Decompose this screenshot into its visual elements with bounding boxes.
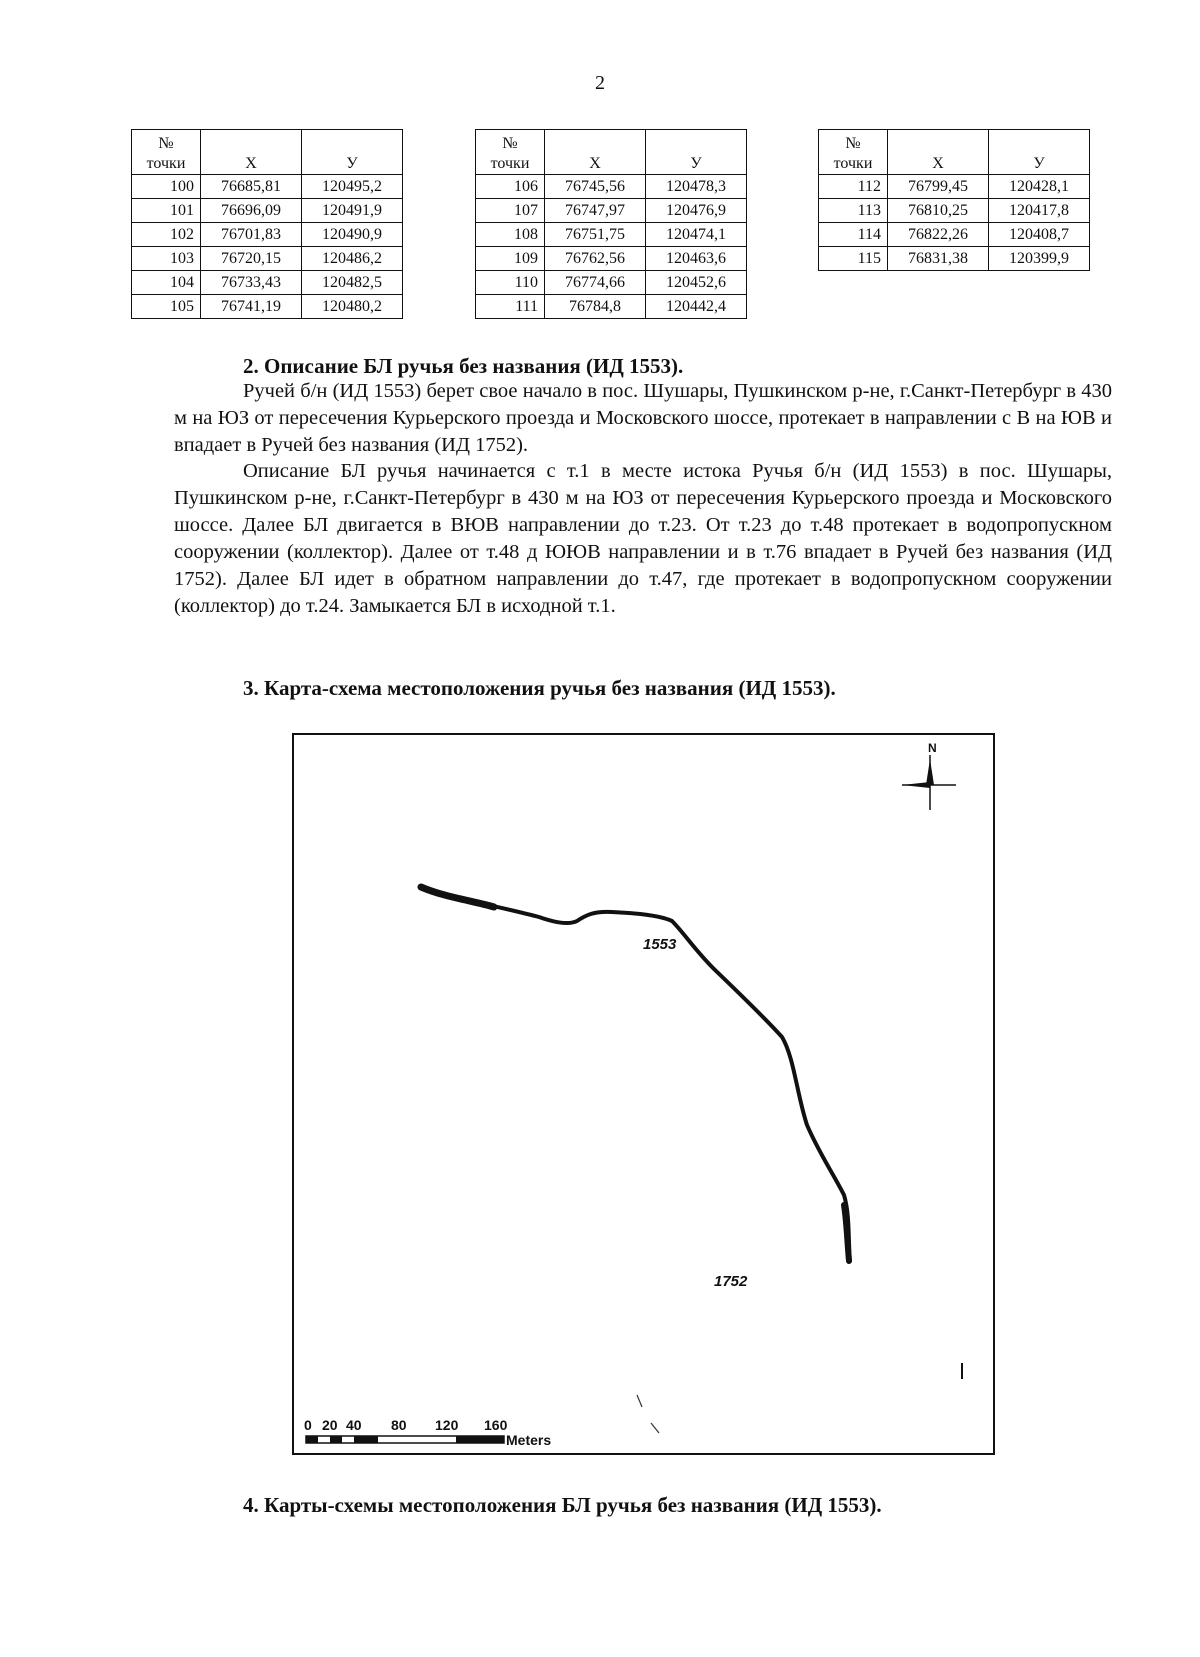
y-coordinate-cell: 120476,9: [646, 199, 747, 223]
x-coordinate-cell: 76831,38: [888, 247, 989, 271]
point-number-cell: 106: [476, 175, 545, 199]
stream-location-map: [292, 733, 995, 1455]
table-row: [476, 295, 747, 319]
table-row: [132, 223, 403, 247]
y-coordinate-cell: 120452,6: [646, 271, 747, 295]
table-row: [476, 223, 747, 247]
table-row: [132, 271, 403, 295]
table-row: [476, 175, 747, 199]
point-number-cell: 103: [132, 247, 201, 271]
y-coordinate-cell: 120442,4: [646, 295, 747, 319]
scale-tick: 40: [346, 1417, 362, 1433]
x-coordinate-cell: 76751,75: [545, 223, 646, 247]
section-3-heading: 3. Карта-схема местоположения ручья без названия (ИД 1553).: [243, 676, 836, 700]
header-y: У: [646, 130, 747, 175]
point-number-cell: 108: [476, 223, 545, 247]
y-coordinate-cell: 120490,9: [302, 223, 403, 247]
x-coordinate-cell: 76747,97: [545, 199, 646, 223]
stream-1553-line: [421, 887, 850, 1261]
point-number-cell: 112: [819, 175, 888, 199]
table-row: [132, 247, 403, 271]
map-drawing: [294, 735, 993, 1453]
coordinates-table-1: [131, 129, 403, 319]
y-coordinate-cell: 120478,3: [646, 175, 747, 199]
header-x: X: [201, 130, 302, 175]
table-row: [819, 247, 1090, 271]
header-x: X: [888, 130, 989, 175]
point-number-cell: 111: [476, 295, 545, 319]
point-number-cell: 102: [132, 223, 201, 247]
x-coordinate-cell: 76720,15: [201, 247, 302, 271]
scale-tick: 160: [484, 1417, 508, 1433]
scale-tick: 120: [435, 1417, 459, 1433]
section-2-paragraph-1: Ручей б/н (ИД 1553) берет свое начало в пос. Шушары, Пушкинском р-не, г.Санкт-Петербург в 430 м на ЮЗ от пересечения Курьерского проезда и Московского шоссе, протекает в направлении с В на ЮВ и впадает в Ручей без названия (ИД 1752).: [174, 380, 1112, 456]
x-coordinate-cell: 76745,56: [545, 175, 646, 199]
x-coordinate-cell: 76822,26: [888, 223, 989, 247]
y-coordinate-cell: 120428,1: [989, 175, 1090, 199]
y-coordinate-cell: 120399,9: [989, 247, 1090, 271]
point-number-cell: 114: [819, 223, 888, 247]
stream-1553-label: 1553: [643, 936, 677, 953]
table-row: [819, 223, 1090, 247]
x-coordinate-cell: 76696,09: [201, 199, 302, 223]
y-coordinate-cell: 120417,8: [989, 199, 1090, 223]
x-coordinate-cell: 76762,56: [545, 247, 646, 271]
point-number-cell: 110: [476, 271, 545, 295]
table-row: [476, 247, 747, 271]
point-number-cell: 101: [132, 199, 201, 223]
scale-tick: 20: [322, 1417, 338, 1433]
point-number-cell: 100: [132, 175, 201, 199]
x-coordinate-cell: 76799,45: [888, 175, 989, 199]
x-coordinate-cell: 76741,19: [201, 295, 302, 319]
page-number: 2: [595, 72, 605, 94]
y-coordinate-cell: 120480,2: [302, 295, 403, 319]
header-x: X: [545, 130, 646, 175]
north-label: N: [928, 741, 937, 755]
x-coordinate-cell: 76701,83: [201, 223, 302, 247]
coordinates-table-3: [818, 129, 1090, 271]
table-row: [819, 175, 1090, 199]
table-row: [476, 199, 747, 223]
section-2-heading: 2. Описание БЛ ручья без названия (ИД 1553).: [243, 354, 684, 378]
y-coordinate-cell: 120474,1: [646, 223, 747, 247]
point-number-cell: 105: [132, 295, 201, 319]
point-number-cell: 104: [132, 271, 201, 295]
table-row: [132, 199, 403, 223]
header-y: У: [302, 130, 403, 175]
y-coordinate-cell: 120495,2: [302, 175, 403, 199]
header-point-number: № точки: [819, 130, 888, 175]
x-coordinate-cell: 76774,66: [545, 271, 646, 295]
x-coordinate-cell: 76784,8: [545, 295, 646, 319]
section-4-heading: 4. Карты-схемы местоположения БЛ ручья без названия (ИД 1553).: [243, 1493, 882, 1517]
scale-tick: 80: [391, 1417, 407, 1433]
coordinates-table-2: [475, 129, 747, 319]
point-number-cell: 113: [819, 199, 888, 223]
point-number-cell: 109: [476, 247, 545, 271]
header-point-number: № точки: [476, 130, 545, 175]
table-row: [819, 199, 1090, 223]
header-y: У: [989, 130, 1090, 175]
section-2-paragraph-2: Описание БЛ ручья начинается с т.1 в месте истока Ручья б/н (ИД 1553) в пос. Шушары, Пушкинском р-не, г.Санкт-Петербург в 430 м на ЮЗ от пересечения Курьерского проезда и Московского шоссе. Далее БЛ двигается в ВЮВ направлении до т.23. От т.23 до т.48 протекает в водопропускном сооружении (коллектор). Далее от т.48 д ЮЮВ направлении и в т.76 впадает в Ручей без названия (ИД 1752). Далее БЛ идет в обратном направлении до т.47, где протекает в водопропускном сооружении (коллектор) до т.24. Замыкается БЛ в исходной т.1.: [174, 460, 1112, 617]
y-coordinate-cell: 120482,5: [302, 271, 403, 295]
y-coordinate-cell: 120486,2: [302, 247, 403, 271]
x-coordinate-cell: 76685,81: [201, 175, 302, 199]
point-number-cell: 107: [476, 199, 545, 223]
north-arrow-icon: [902, 755, 956, 810]
scale-bar: [306, 1436, 504, 1443]
scale-tick: 0: [304, 1417, 312, 1433]
x-coordinate-cell: 76810,25: [888, 199, 989, 223]
stream-1553-source-thickening: [421, 887, 494, 907]
table-row: [132, 295, 403, 319]
scale-unit-label: Meters: [506, 1432, 552, 1448]
x-coordinate-cell: 76733,43: [201, 271, 302, 295]
table-row: [132, 175, 403, 199]
stream-1752-label: 1752: [714, 1273, 748, 1290]
y-coordinate-cell: 120408,7: [989, 223, 1090, 247]
point-number-cell: 115: [819, 247, 888, 271]
table-row: [476, 271, 747, 295]
header-point-number: № точки: [132, 130, 201, 175]
y-coordinate-cell: 120463,6: [646, 247, 747, 271]
y-coordinate-cell: 120491,9: [302, 199, 403, 223]
